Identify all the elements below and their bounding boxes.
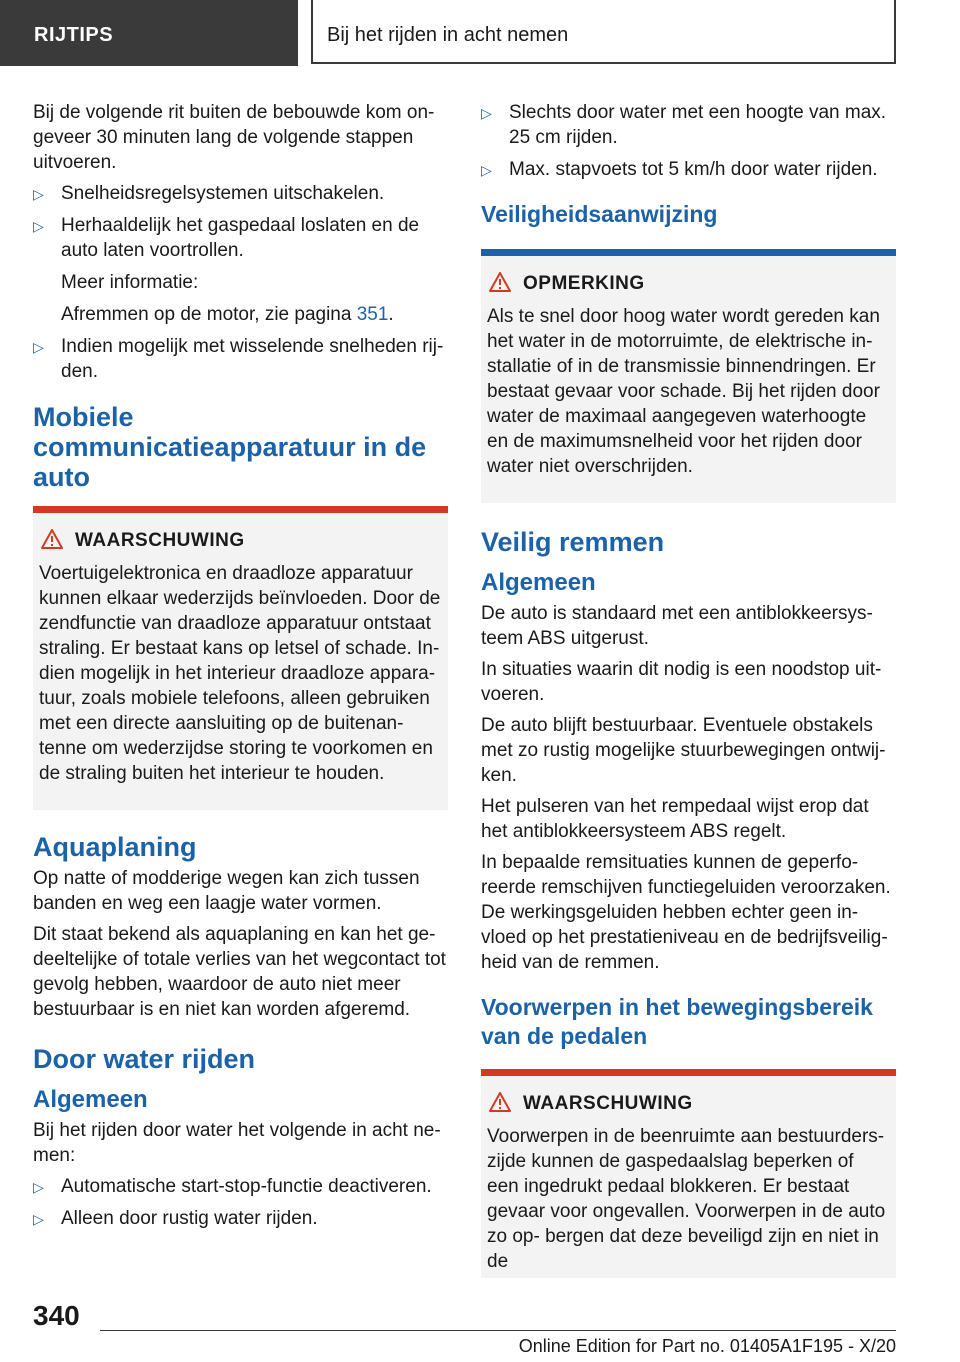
left-column <box>33 100 448 1238</box>
footer-divider <box>100 1330 896 1331</box>
warning-title-2: WAARSCHUWING <box>487 1092 890 1116</box>
steps-list <box>33 181 448 384</box>
warning-text: Voertuigelektronica en draadloze apparatuur kunnen elkaar wederzijds beïnvloeden. Door de zendfunctie van draadloze apparatuur ontstaat straling. Er bestaat kans op letsel of schade. In- dien mogelijk in het interieur draadloze appara- tuur, zoals mobiele telefoons, alleen gebruiken met een directe aansluiting op de buitenan- tenne om wederzijdse storing te voorkomen en de straling buiten het interieur te houden. <box>39 563 441 784</box>
triangle-right-icon: ▷ <box>33 186 44 202</box>
warning-triangle-icon <box>489 272 511 292</box>
water-subheading: Algemeen <box>33 1086 148 1113</box>
aquaplaning-p2: Dit staat bekend als aquaplaning en kan het ge- deeltelijke of totale verlies van het wegcontact tot gevolg hebben, waardoor de auto niet meer bestuurbaar is en niet kan worden afgeremd. <box>33 924 446 1020</box>
water-heading: Door water rijden <box>33 1044 256 1074</box>
brake-p1: De auto is standaard met een antiblokkeersys- teem ABS uitgerust. <box>481 603 873 649</box>
warning-text-2: Voorwerpen in de beenruimte aan bestuurders- zijde kunnen de gaspedaalslag beperken of een ingedrukt pedaal blokkeren. Er bestaat gevaar voor ongevallen. Voorwerpen in de auto zo op- bergen dat deze beveiligd zijn en niet in de <box>487 1126 886 1272</box>
aquaplaning-p1: Op natte of modderige wegen kan zich tussen banden en weg een laagje water vormen. <box>33 868 420 914</box>
list-item: ▷ Slechts door water met een hoogte van max. 25 cm rijden. <box>481 102 887 148</box>
brake-p4: Het pulseren van het rempedaal wijst erop dat het antiblokkeersysteem ABS regelt. <box>481 796 869 842</box>
more-info-label: Meer informatie: <box>61 272 199 293</box>
right-column <box>481 100 896 1300</box>
aquaplaning-heading: Aquaplaning <box>33 832 197 862</box>
page-header <box>0 0 960 66</box>
triangle-right-icon: ▷ <box>33 218 44 234</box>
list-item: ▷ Snelheidsregelsystemen uitschakelen. <box>33 181 448 206</box>
brake-p3: De auto blijft bestuurbaar. Eventuele obstakels met zo rustig mogelijke stuurbewegingen ontwij- ken. <box>481 715 886 786</box>
edition-text: Online Edition for Part no. 01405A1F195 - X/20 <box>518 1336 896 1356</box>
list-item: ▷ Alleen door rustig water rijden. <box>33 1206 448 1231</box>
triangle-right-icon: ▷ <box>481 162 492 178</box>
chapter-title: Bij het rijden in acht nemen <box>311 0 896 64</box>
triangle-right-icon: ▷ <box>33 339 44 355</box>
list-item: ▷ Automatische start-stop-functie deactiveren. <box>33 1174 448 1199</box>
brake-p5: In bepaalde remsituaties kunnen de geperfo- reerde remschijven functiegeluiden veroorzaken. De werkingsgeluiden hebben echter geen in- vloed op het prestatieniveau en de bedrijfsveilig- heid van de remmen. <box>481 852 891 973</box>
list-item: ▷ Indien mogelijk met wisselende snelheden rij- den. <box>33 336 444 382</box>
page-number: 340 <box>33 1300 80 1331</box>
brake-p2: In situaties waarin dit nodig is een noodstop uit- voeren. <box>481 659 882 705</box>
water-steps-list <box>33 1174 448 1231</box>
section-title: RIJTIPS <box>0 0 298 66</box>
intro-text: Bij de volgende rit buiten de bebouwde kom on- geveer 30 minuten lang de volgende stappen uitvoeren. <box>33 102 435 173</box>
warning-triangle-icon <box>489 1092 511 1112</box>
triangle-right-icon: ▷ <box>481 105 492 121</box>
note-box <box>481 249 896 503</box>
list-item: ▷ Herhaaldelijk het gaspedaal loslaten en de auto laten voortrollen. Meer informatie: Afremmen op de motor, zie pagina 351. <box>33 213 448 327</box>
warning-box-2 <box>481 1069 896 1278</box>
safety-heading: Veiligheidsaanwijzing <box>481 201 718 227</box>
page-link[interactable]: 351 <box>356 304 389 325</box>
more-info-ref: Afremmen op de motor, zie pagina 351. <box>61 304 394 325</box>
triangle-right-icon: ▷ <box>33 1179 44 1195</box>
mobile-heading: Mobiele communicatieapparatuur in de auto <box>33 402 427 492</box>
warning-triangle-icon <box>41 529 63 549</box>
water-intro: Bij het rijden door water het volgende in acht ne- men: <box>33 1120 441 1166</box>
brake-subheading: Algemeen <box>481 569 596 596</box>
triangle-right-icon: ▷ <box>33 1211 44 1227</box>
pedal-heading: Voorwerpen in het bewegingsbereik van de pedalen <box>481 994 873 1049</box>
brake-heading: Veilig remmen <box>481 527 665 557</box>
warning-title: WAARSCHUWING <box>39 529 442 553</box>
note-title: OPMERKING <box>487 272 890 296</box>
list-item: ▷ Max. stapvoets tot 5 km/h door water rijden. <box>481 157 896 182</box>
water-steps-continued <box>481 100 896 182</box>
note-text: Als te snel door hoog water wordt gereden kan het water in de motorruimte, de elektrische in- stallatie of in de transmissie binnendringen. Er bestaat gevaar voor schade. Bij het rijden door water de maximaal aangegeven waterhoogte en de maximumsnelheid voor het rijden door water niet overschrijden. <box>487 306 880 477</box>
warning-box <box>33 506 448 810</box>
